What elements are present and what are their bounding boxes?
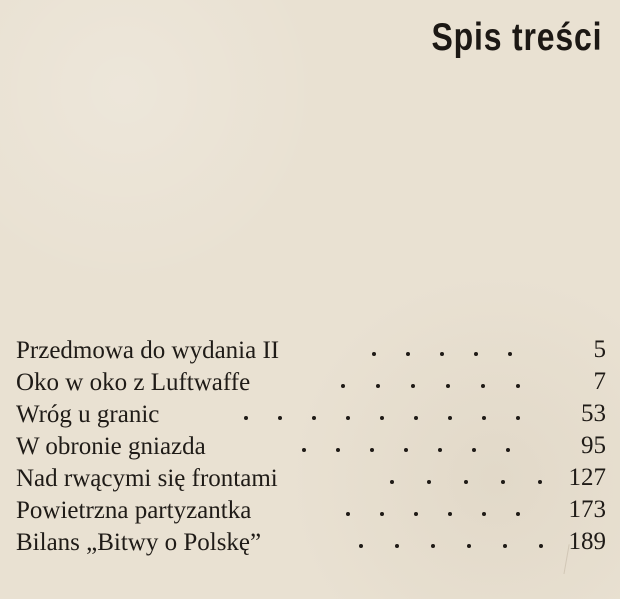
toc-entry-title: Nad rwącymi się frontami — [16, 465, 278, 492]
leader-dot — [346, 416, 350, 420]
leader-dot — [336, 448, 340, 452]
table-of-contents — [16, 335, 606, 559]
dot-leader — [302, 448, 542, 452]
leader-dot — [372, 352, 376, 356]
leader-dot — [427, 480, 431, 484]
dot-leader — [372, 352, 542, 356]
leader-dot — [503, 544, 507, 548]
leader-dot — [414, 512, 418, 516]
toc-entry-page: 189 — [568, 528, 606, 555]
leader-dot — [438, 448, 442, 452]
leader-dot — [406, 352, 410, 356]
toc-entry-title: Powietrzna partyzantka — [16, 497, 252, 524]
leader-dot — [278, 416, 282, 420]
leader-dot — [359, 544, 363, 548]
leader-dot — [411, 384, 415, 388]
leader-dot — [474, 352, 478, 356]
toc-entry-page: 173 — [568, 496, 606, 523]
dot-leader — [346, 512, 542, 516]
leader-dot — [538, 480, 542, 484]
page-title: Spis treści — [431, 16, 602, 59]
dot-leader — [359, 544, 542, 548]
toc-entry-border-enemy — [16, 399, 606, 431]
toc-entry-title: W obronie gniazda — [16, 433, 206, 460]
leader-dot — [431, 544, 435, 548]
toc-entry-luftwaffe — [16, 367, 606, 399]
leader-dot — [516, 416, 520, 420]
toc-entry-title: Bilans „Bitwy o Polskę” — [16, 529, 262, 556]
toc-entry-title: Oko w oko z Luftwaffe — [16, 369, 251, 396]
leader-dot — [302, 448, 306, 452]
toc-entry-preface — [16, 335, 606, 367]
toc-entry-page: 7 — [593, 368, 606, 395]
leader-dot — [440, 352, 444, 356]
toc-entry-title: Przedmowa do wydania II — [16, 337, 280, 364]
leader-dot — [464, 480, 468, 484]
leader-dot — [380, 416, 384, 420]
leader-dot — [506, 448, 510, 452]
toc-entry-nest-defense — [16, 431, 606, 463]
toc-entry-title: Wróg u granic — [16, 401, 160, 428]
leader-dot — [390, 480, 394, 484]
toc-entry-page: 5 — [593, 336, 606, 363]
leader-dot — [376, 384, 380, 388]
leader-dot — [370, 448, 374, 452]
leader-dot — [346, 512, 350, 516]
dot-leader — [390, 480, 542, 484]
leader-dot — [244, 416, 248, 420]
leader-dot — [516, 512, 520, 516]
leader-dot — [380, 512, 384, 516]
toc-entry-page: 53 — [581, 400, 606, 427]
leader-dot — [467, 544, 471, 548]
toc-entry-page: 95 — [581, 432, 606, 459]
leader-dot — [482, 416, 486, 420]
leader-dot — [516, 384, 520, 388]
leader-dot — [414, 416, 418, 420]
toc-entry-fronts — [16, 463, 606, 495]
leader-dot — [501, 480, 505, 484]
leader-dot — [539, 544, 543, 548]
toc-entry-partisan — [16, 495, 606, 527]
leader-dot — [312, 416, 316, 420]
leader-dot — [341, 384, 345, 388]
leader-dot — [395, 544, 399, 548]
dot-leader — [244, 416, 542, 420]
leader-dot — [446, 384, 450, 388]
leader-dot — [448, 416, 452, 420]
leader-dot — [404, 448, 408, 452]
leader-dot — [448, 512, 452, 516]
leader-dot — [508, 352, 512, 356]
leader-dot — [481, 384, 485, 388]
leader-dot — [472, 448, 476, 452]
leader-dot — [482, 512, 486, 516]
dot-leader — [341, 384, 541, 388]
toc-entry-balance — [16, 527, 606, 559]
toc-entry-page: 127 — [568, 464, 606, 491]
